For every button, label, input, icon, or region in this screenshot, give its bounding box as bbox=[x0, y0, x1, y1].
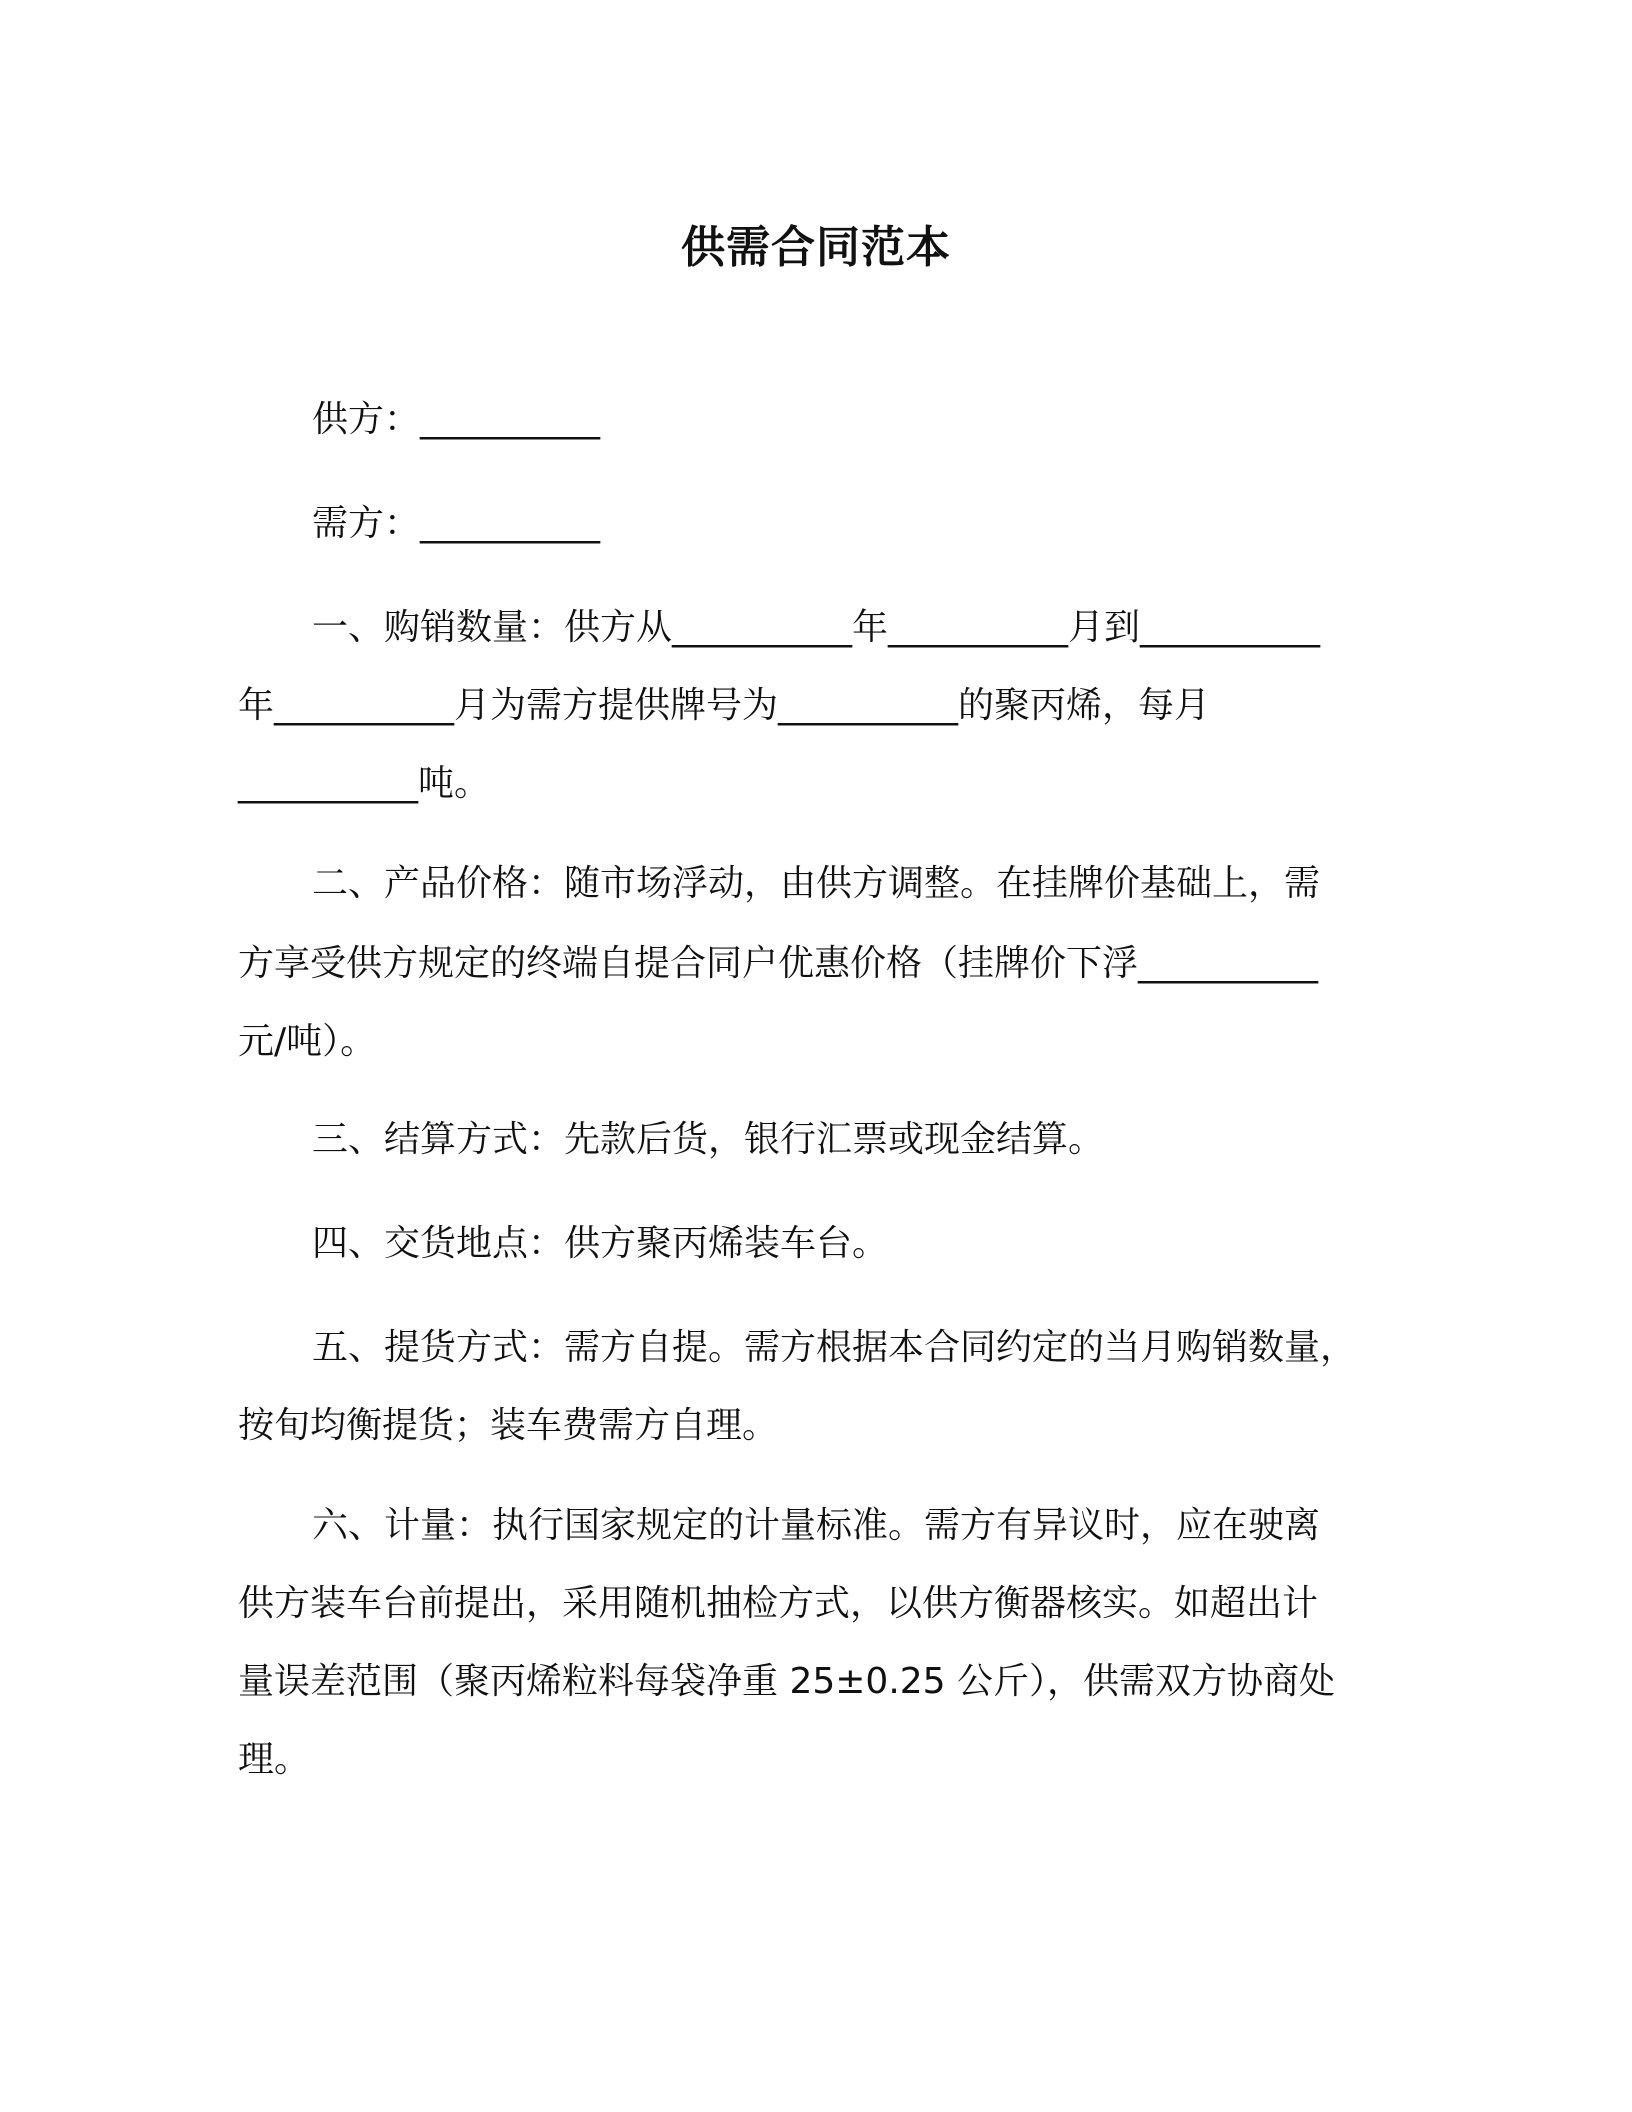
clause-price-line-3: 元/吨）。 bbox=[238, 1021, 377, 1062]
buyer-line: 需方：__________ bbox=[312, 503, 601, 544]
clause-pickup-line-1: 五、提货方式：需方自提。需方根据本合同约定的当月购销数量， bbox=[312, 1327, 1357, 1368]
clause-price-line-2: 方享受供方规定的终端自提合同户优惠价格（挂牌价下浮__________ bbox=[238, 943, 1319, 984]
clause-quantity-line-3: __________吨。 bbox=[238, 763, 491, 804]
clause-measurement-line-2: 供方装车台前提出，采用随机抽检方式，以供方衡器核实。如超出计 bbox=[238, 1583, 1319, 1624]
clause-delivery-line-1: 四、交货地点：供方聚丙烯装车台。 bbox=[312, 1223, 889, 1264]
clause-measurement-line-1: 六、计量：执行国家规定的计量标准。需方有异议时，应在驶离 bbox=[312, 1505, 1321, 1546]
document-title: 供需合同范本 bbox=[681, 222, 951, 273]
clause-price-line-1: 二、产品价格：随市场浮动，由供方调整。在挂牌价基础上，需 bbox=[312, 863, 1321, 904]
clause-quantity-line-2: 年__________月为需方提供牌号为__________的聚丙烯，每月 bbox=[238, 685, 1211, 726]
clause-measurement-line-4: 理。 bbox=[238, 1739, 311, 1780]
clause-settlement-line-1: 三、结算方式：先款后货，银行汇票或现金结算。 bbox=[312, 1119, 1105, 1160]
clause-pickup-line-2: 按旬均衡提货；装车费需方自理。 bbox=[238, 1405, 779, 1446]
supplier-line: 供方：__________ bbox=[312, 399, 601, 440]
clause-quantity-line-1: 一、购销数量：供方从__________年__________月到__________ bbox=[312, 607, 1321, 648]
clause-measurement-line-3: 量误差范围（聚丙烯粒料每袋净重 25±0.25 公斤），供需双方协商处 bbox=[238, 1661, 1336, 1702]
